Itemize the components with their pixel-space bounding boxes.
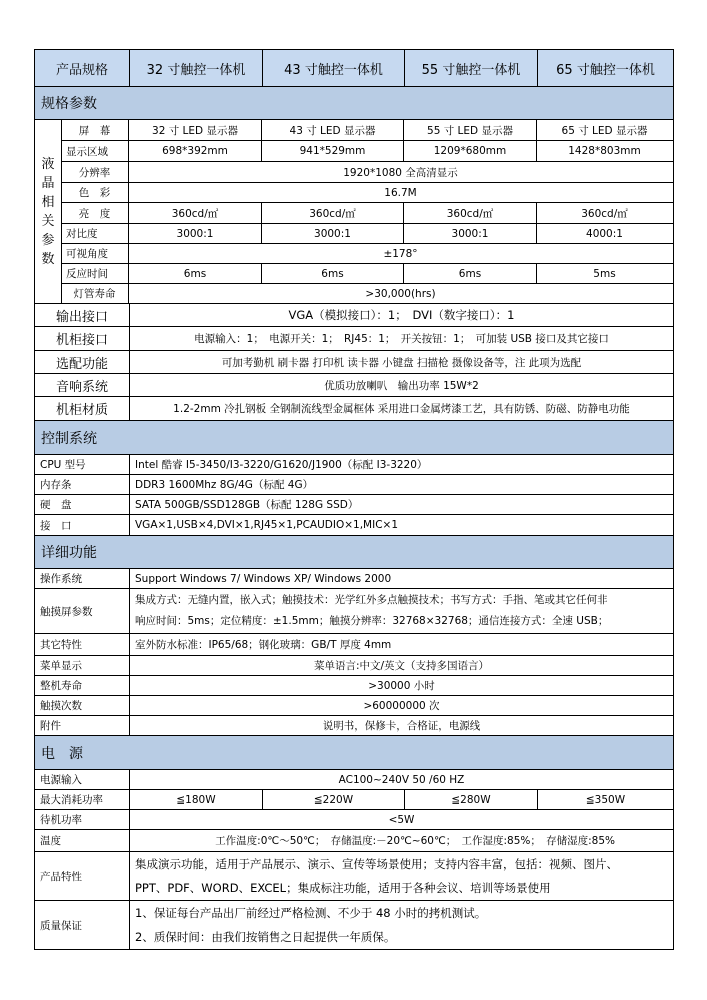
lcd-row-response <box>61 263 674 283</box>
row-label: 硬 盘 <box>35 495 130 514</box>
row-disk <box>34 494 674 514</box>
value-32: 3000:1 <box>129 224 262 243</box>
cabinet-interface-value: 电源输入：1； 电源开关：1； RJ45：1； 开关按钮：1； 可加装 USB 接口及其它接口 <box>194 333 609 345</box>
row-life <box>34 675 674 695</box>
row-label: 内存条 <box>35 475 130 494</box>
lcd-label-char: 参 <box>41 232 55 248</box>
standby-value: <5W <box>388 813 415 826</box>
header-65-inch: 65 寸触控一体机 <box>556 62 655 78</box>
lcd-label-char: 关 <box>41 213 55 229</box>
output-value: VGA（模拟接口）：1； DVI（数字接口）：1 <box>288 308 515 322</box>
section-detail: 详细功能 <box>34 535 674 568</box>
disk-value: SATA 500GB/SSD128GB（标配 128G SSD） <box>135 499 359 511</box>
ports-value: VGA×1,USB×4,DVI×1,RJ45×1,PCAUDIO×1,MIC×1 <box>135 519 399 531</box>
lcd-label-char: 液 <box>41 156 55 172</box>
lcd-row-contrast <box>61 223 674 243</box>
row-material <box>34 396 674 420</box>
touch-line-2: 响应时间：5ms；定位精度：±1.5mm；触摸分辨率：32768×32768；通信连接方式：全速 USB； <box>135 615 609 627</box>
memory-value: DDR3 1600Mhz 8G/4G（标配 4G） <box>135 479 314 491</box>
row-label: 屏 幕 <box>61 120 129 140</box>
row-label: 温度 <box>35 830 130 851</box>
value-55: 3000:1 <box>404 224 537 243</box>
row-touch <box>34 588 674 633</box>
row-label: 机柜材质 <box>35 397 130 420</box>
row-label: 接 口 <box>35 515 130 535</box>
row-accessories <box>34 715 674 735</box>
quality-line-1: 1、保证每台产品出厂前经过严格检测、不少于 48 小时的拷机测试。 <box>135 906 487 920</box>
row-label: 亮 度 <box>61 203 129 223</box>
row-label: 色 彩 <box>61 183 129 202</box>
row-standby <box>34 809 674 829</box>
lcd-row-display-area <box>61 140 674 161</box>
touches-value: >60000000 次 <box>363 700 440 712</box>
value-43: ≦220W <box>263 790 405 809</box>
row-label: 待机功率 <box>35 810 130 829</box>
lcd-row-resolution <box>61 161 674 182</box>
audio-value: 优质功放喇叭 输出功率 15W*2 <box>324 379 479 392</box>
row-quality <box>34 900 674 949</box>
value-55: 360cd/㎡ <box>404 203 537 223</box>
row-touches <box>34 695 674 715</box>
menu-value: 菜单语言:中文/英文（支持多国语言） <box>313 660 490 672</box>
lcd-row-view-angle <box>61 243 674 263</box>
other-value: 室外防水标准：IP65/68；钢化玻璃：GB/T 厚度 4mm <box>135 639 392 651</box>
value-55: 6ms <box>404 264 537 283</box>
row-os <box>34 568 674 588</box>
row-label: 最大消耗功率 <box>35 790 130 809</box>
lcd-row-color <box>61 182 674 202</box>
color-value: 16.7M <box>384 186 417 199</box>
row-label: 附件 <box>35 716 130 735</box>
value-65: 4000:1 <box>586 227 623 240</box>
lamp-life-value: >30,000(hrs) <box>365 287 436 300</box>
lcd-row-lamp-life <box>61 283 674 303</box>
value-65: 65 寸 LED 显示器 <box>561 124 648 137</box>
quality-line-2: 2、质保时间：由我们按销售之日起提供一年质保。 <box>135 930 396 944</box>
os-value: Support Windows 7/ Windows XP/ Windows 2000 <box>135 572 392 585</box>
row-other <box>34 633 674 655</box>
row-power-input <box>34 769 674 789</box>
row-label: 菜单显示 <box>35 656 130 675</box>
value-55: 55 寸 LED 显示器 <box>404 120 537 140</box>
features-value <box>130 852 673 900</box>
accessories-value: 说明书，保修卡，合格证，电源线 <box>322 720 481 732</box>
header-43-inch: 43 寸触控一体机 <box>263 50 405 86</box>
quality-value <box>130 901 673 949</box>
row-label: 电源输入 <box>35 770 130 789</box>
section-specs: 规格参数 <box>34 86 674 119</box>
power-input-value: AC100~240V 50 /60 HZ <box>338 773 465 786</box>
cpu-value: Intel 酷睿 I5-3450/I3-3220/G1620/J1900（标配 I3-3220） <box>135 459 428 471</box>
value-43: 6ms <box>262 264 404 283</box>
row-temperature <box>34 829 674 851</box>
row-label: 其它特性 <box>35 634 130 655</box>
row-menu <box>34 655 674 675</box>
row-label: 机柜接口 <box>35 327 130 350</box>
lcd-row-brightness <box>61 202 674 223</box>
row-label: CPU 型号 <box>35 455 130 474</box>
lcd-label-char: 晶 <box>41 175 55 191</box>
value-32: 6ms <box>129 264 262 283</box>
lcd-row-screen <box>61 119 674 140</box>
row-memory <box>34 474 674 494</box>
row-output <box>34 303 674 326</box>
value-43: 43 寸 LED 显示器 <box>262 120 404 140</box>
view-angle-value: ±178° <box>383 247 418 260</box>
value-65: 360cd/㎡ <box>581 207 628 220</box>
optional-value: 可加考勤机 刷卡器 打印机 读卡器 小键盘 扫描枪 摄像设备等，注 此项为选配 <box>221 356 582 369</box>
value-43: 360cd/㎡ <box>262 203 404 223</box>
features-line-2: PPT、PDF、WORD、EXCEL；集成标注功能，适用于各种会议、培训等场景使用 <box>135 881 551 895</box>
row-label: 音响系统 <box>35 374 130 396</box>
features-line-1: 集成演示功能，适用于产品展示、演示、宣传等场景使用；支持内容丰富，包括：视频、图片、 <box>135 857 618 871</box>
header-product-spec: 产品规格 <box>35 50 130 86</box>
value-65: 5ms <box>593 267 616 280</box>
material-value: 1.2-2mm 冷扎钢板 全钢制流线型金属框体 采用进口金属烤漆工艺，具有防锈、防磁、防静电功能 <box>173 403 630 415</box>
section-power: 电 源 <box>34 735 674 769</box>
header-32-inch: 32 寸触控一体机 <box>130 50 263 86</box>
value-55: 1209*680mm <box>404 141 537 161</box>
touch-line-1: 集成方式：无缝内置，嵌入式；触摸技术：光学红外多点触摸技术；书写方式：手指、笔或其它任何非 <box>135 594 608 606</box>
row-label: 选配功能 <box>35 351 130 373</box>
row-label: 灯管寿命 <box>61 284 129 303</box>
row-cpu <box>34 454 674 474</box>
value-65: 1428*803mm <box>568 145 641 157</box>
lcd-group-label <box>34 119 62 303</box>
section-control: 控制系统 <box>34 420 674 454</box>
row-label: 质量保证 <box>35 901 130 949</box>
row-ports <box>34 514 674 535</box>
row-label: 可视角度 <box>61 244 129 263</box>
value-65: ≦350W <box>585 793 626 806</box>
header-55-inch: 55 寸触控一体机 <box>405 50 538 86</box>
header-row <box>34 49 674 86</box>
row-label: 操作系统 <box>35 569 130 588</box>
value-32: 698*392mm <box>129 141 262 161</box>
row-label: 对比度 <box>61 224 129 243</box>
row-features <box>34 851 674 900</box>
value-32: ≦180W <box>130 790 263 809</box>
value-32: 32 寸 LED 显示器 <box>129 120 262 140</box>
lcd-label-char: 数 <box>41 251 55 267</box>
row-label: 分辨率 <box>61 162 129 182</box>
row-label: 显示区域 <box>61 141 129 161</box>
row-cabinet-interface <box>34 326 674 350</box>
row-label: 整机寿命 <box>35 676 130 695</box>
row-label: 产品特性 <box>35 852 130 900</box>
touch-value <box>130 589 673 633</box>
row-label: 触摸屏参数 <box>35 589 130 633</box>
row-label: 触摸次数 <box>35 696 130 715</box>
table-bottom-border <box>34 949 674 950</box>
lcd-label-char: 相 <box>41 194 55 210</box>
row-optional <box>34 350 674 373</box>
row-label: 输出接口 <box>35 304 130 326</box>
row-audio <box>34 373 674 396</box>
value-43: 941*529mm <box>262 141 404 161</box>
resolution-value: 1920*1080 全高清显示 <box>343 166 458 179</box>
row-label: 反应时间 <box>61 264 129 283</box>
value-32: 360cd/㎡ <box>129 203 262 223</box>
value-43: 3000:1 <box>262 224 404 243</box>
value-55: ≦280W <box>405 790 538 809</box>
life-value: >30000 小时 <box>368 680 435 692</box>
temperature-value: 工作温度:0℃～50℃； 存储温度:－20℃~60℃； 工作湿度:85%； 存储湿度:85% <box>215 835 615 847</box>
row-max-power <box>34 789 674 809</box>
